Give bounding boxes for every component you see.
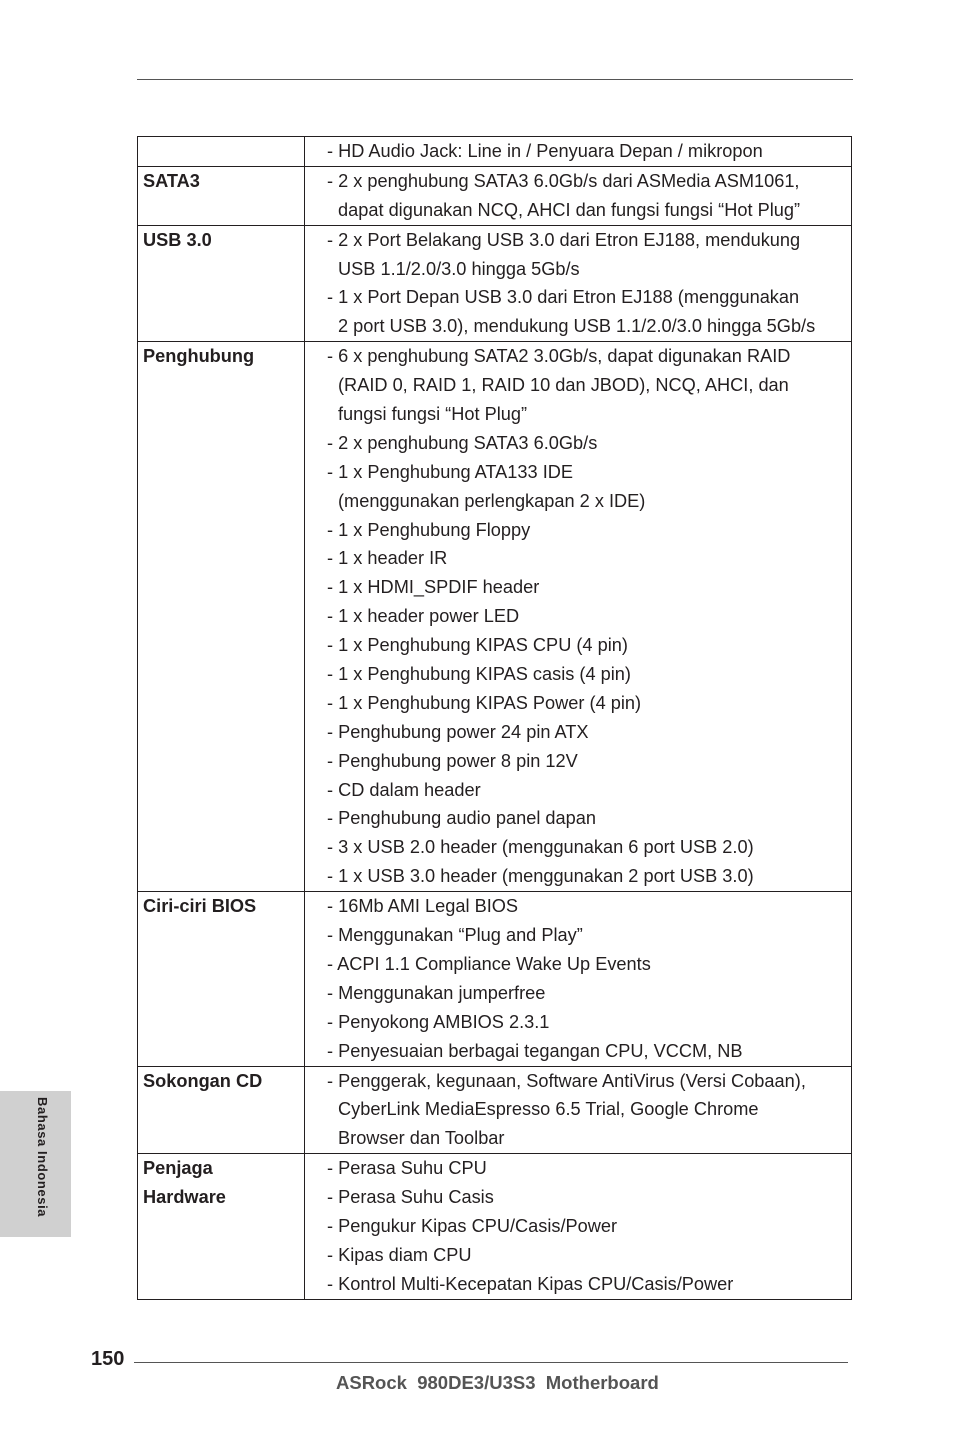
spec-item-line: (RAID 0, RAID 1, RAID 10 dan JBOD), NCQ, AHCI, dan [338,375,789,396]
spec-item-line: - Penyokong AMBIOS 2.3.1 [327,1011,550,1032]
spec-item-line: - 1 x header IR [327,548,448,569]
spec-items-cell [305,892,852,1066]
spec-item-line: - Pengukur Kipas CPU/Casis/Power [327,1215,618,1236]
spec-item-line: - Penghubung power 24 pin ATX [327,721,589,742]
spec-item-line: - 1 x Penghubung KIPAS Power (4 pin) [327,692,642,713]
spec-items-cell [305,137,852,167]
spec-item-line: Browser dan Toolbar [338,1128,505,1149]
spec-label-cell [138,342,305,892]
spec-label: USB 3.0 [143,229,212,250]
spec-item-line: CyberLink MediaEspresso 6.5 Trial, Google Chrome [338,1099,759,1120]
spec-items-cell [305,166,852,225]
spec-table-body [138,137,852,1300]
spec-item-line: - CD dalam header [327,779,481,800]
spec-item-line: - 1 x header power LED [327,606,520,627]
spec-label [143,137,304,166]
spec-items-cell [305,1154,852,1299]
spec-label: Sokongan CD [143,1070,263,1091]
spec-row [138,225,852,342]
spec-label-cell [138,1066,305,1154]
spec-items-cell [305,225,852,342]
spec-item-line: - 2 x penghubung SATA3 6.0Gb/s dari ASMedia ASM1061, [327,170,800,191]
spec-item-line: USB 1.1/2.0/3.0 hingga 5Gb/s [338,258,580,279]
spec-label-cell [138,892,305,1066]
spec-item-line: - 3 x USB 2.0 header (menggunakan 6 port USB 2.0) [327,837,754,858]
spec-item-line: - Penghubung audio panel dapan [327,808,597,829]
spec-label-cell [138,225,305,342]
spec-item-line: (menggunakan perlengkapan 2 x IDE) [338,490,646,511]
spec-item-line: - Perasa Suhu Casis [327,1187,494,1208]
spec-item-line: - Menggunakan “Plug and Play” [327,925,583,946]
spec-items-cell [305,342,852,892]
spec-item-line: fungsi fungsi “Hot Plug” [338,404,528,425]
spec-row [138,137,852,167]
spec-item-line: - Kontrol Multi-Kecepatan Kipas CPU/Casis/Power [327,1273,734,1294]
header-rule [137,79,853,80]
spec-item-line: - Penyesuaian berbagai tegangan CPU, VCCM, NB [327,1040,743,1061]
spec-label-cell [138,137,305,167]
spec-row [138,1066,852,1154]
spec-item-line: - 2 x Port Belakang USB 3.0 dari Etron EJ188, mendukung [327,229,801,250]
spec-item-line: - Kipas diam CPU [327,1244,472,1265]
spec-item-line: - 6 x penghubung SATA2 3.0Gb/s, dapat digunakan RAID [327,346,791,367]
spec-row [138,166,852,225]
spec-label-cell [138,1154,305,1299]
spec-item-line: - ACPI 1.1 Compliance Wake Up Events [327,953,651,974]
spec-item-line: - 1 x Penghubung ATA133 IDE [327,461,574,482]
spec-label: Penjaga [143,1158,213,1179]
spec-item-line: - HD Audio Jack: Line in / Penyuara Depan / mikropon [327,141,763,161]
spec-item-line: - 2 x penghubung SATA3 6.0Gb/s [327,432,598,453]
spec-item-line: - Perasa Suhu CPU [327,1158,487,1179]
spec-row [138,892,852,1066]
page-number: 150 [91,1348,125,1370]
spec-item-line: - Penggerak, kegunaan, Software AntiVirus (Versi Cobaan), [327,1070,806,1091]
spec-item-line: - 1 x Port Depan USB 3.0 dari Etron EJ188 (menggunakan [327,287,800,308]
footer-title: ASRock 980DE3/U3S3 Motherboard [336,1372,659,1393]
spec-items-cell [305,1066,852,1154]
spec-item-line: - 1 x HDMI_SPDIF header [327,577,540,598]
spec-item-line: dapat digunakan NCQ, AHCI dan fungsi fungsi “Hot Plug” [338,199,801,220]
spec-label: Hardware [143,1187,226,1208]
spec-item-line: - Menggunakan jumperfree [327,982,546,1003]
spec-item-line: - 1 x Penghubung Floppy [327,519,531,540]
spec-item-line: - Penghubung power 8 pin 12V [327,750,578,771]
language-side-tab [0,1091,71,1237]
spec-row [138,342,852,892]
spec-row [138,1154,852,1299]
spec-item-line: - 1 x USB 3.0 header (menggunakan 2 port USB 3.0) [327,866,754,887]
spec-item-line: 2 port USB 3.0), mendukung USB 1.1/2.0/3.0 hingga 5Gb/s [338,316,816,337]
spec-label-cell [138,166,305,225]
spec-label: SATA3 [143,170,200,191]
spec-item-line: - 1 x Penghubung KIPAS casis (4 pin) [327,664,631,685]
spec-label: Ciri-ciri BIOS [143,896,257,917]
spec-item-line: - 16Mb AMI Legal BIOS [327,896,519,917]
footer-rule [134,1362,848,1363]
spec-item-line: - 1 x Penghubung KIPAS CPU (4 pin) [327,635,628,656]
language-side-tab-label: Bahasa Indonesia [35,1097,50,1218]
spec-label: Penghubung [143,346,255,367]
spec-table [137,136,852,1300]
